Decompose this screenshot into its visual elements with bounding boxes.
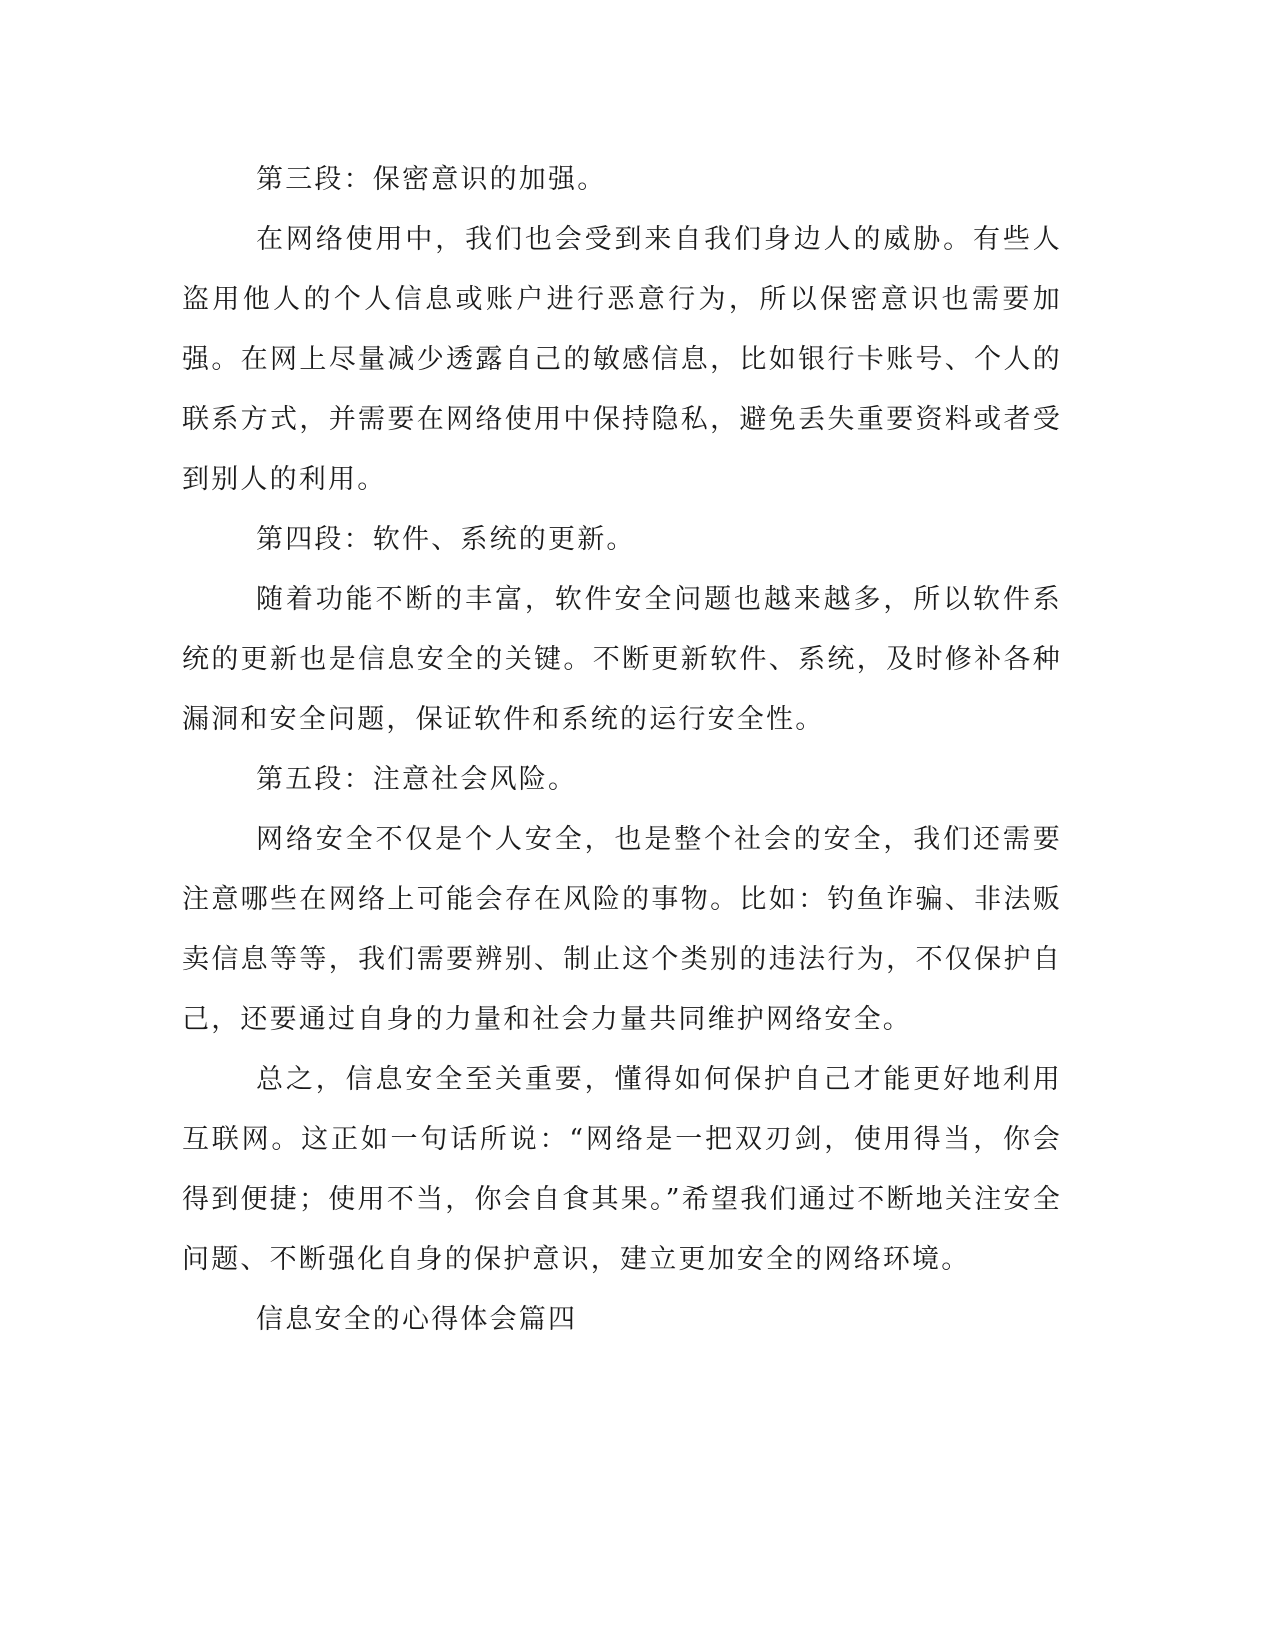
section-heading-3: 第三段：保密意识的加强。 (256, 164, 607, 195)
paragraph-software-update: 随着功能不断的丰富，软件安全问题也越来越多，所以软件系统的更新也是信息安全的关键。不断更新软件、系统，及时修补各种漏洞和安全问题，保证软件和系统的运行安全性。 (182, 584, 1062, 735)
paragraph-conclusion: 总之，信息安全至关重要，懂得如何保护自己才能更好地利用互联网。这正如一句话所说：“网络是一把双刃剑，使用得当，你会得到便捷；使用不当，你会自食其果。”希望我们通过不断地关注安全问题、不断强化自身的保护意识，建立更加安全的网络环境。 (182, 1064, 1062, 1275)
paragraph-social-risk: 网络安全不仅是个人安全，也是整个社会的安全，我们还需要注意哪些在网络上可能会存在风险的事物。比如：钓鱼诈骗、非法贩卖信息等等，我们需要辨别、制止这个类别的违法行为，不仅保护自己，还要通过自身的力量和社会力量共同维护网络安全。 (182, 824, 1062, 1035)
article-title-part-4: 信息安全的心得体会篇四 (256, 1304, 578, 1335)
paragraph-confidentiality: 在网络使用中，我们也会受到来自我们身边人的威胁。有些人盗用他人的个人信息或账户进行恶意行为，所以保密意识也需要加强。在网上尽量减少透露自己的敏感信息，比如银行卡账号、个人的联系方式，并需要在网络使用中保持隐私，避免丢失重要资料或者受到别人的利用。 (182, 224, 1062, 495)
section-heading-5: 第五段：注意社会风险。 (256, 764, 578, 795)
document-page (182, 150, 1062, 1350)
section-heading-4: 第四段：软件、系统的更新。 (256, 524, 636, 555)
